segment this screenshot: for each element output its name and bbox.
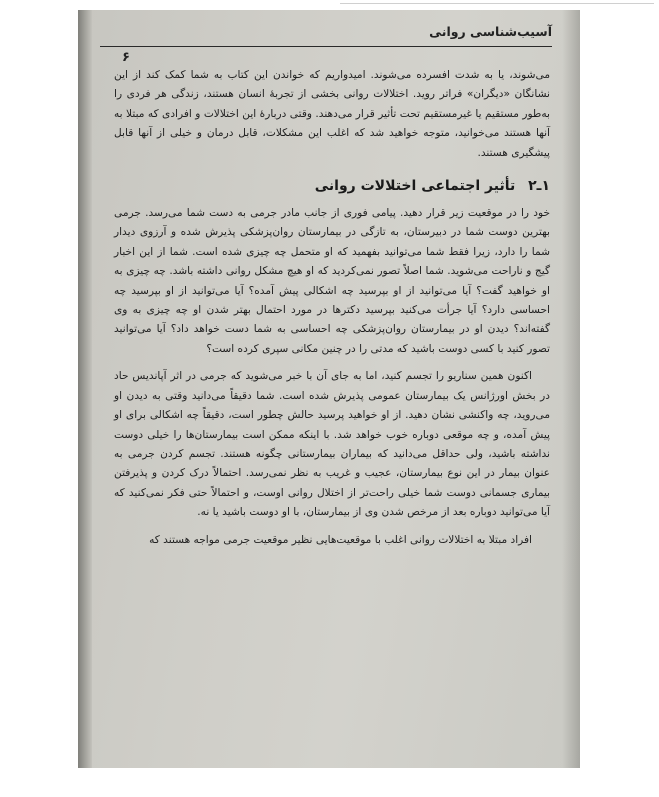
running-header-title: آسیب‌شناسی روانی	[429, 24, 552, 39]
body-paragraph-2: اکنون همین سناریو را تجسم کنید، اما به جای آن با خبر می‌شوید که جرمی در اثر آپاندیس حاد در بخش اورژانس یک بیمارستان عمومی پذیرش شده است. شما دقیقاً می‌دانید وقتی به دیدن او می‌روید، چه واکنشی نشان دهید. از او خواهید پرسید حالش چطور است، دقیقاً چه اشکالی برای او پیش آمده، و چه موقعی دوباره خوب خواهد شد. با اینکه ممکن است بیمارستان‌ها را خیلی دوست نداشته باشید، ولی حداقل می‌دانید که بیماران بیمارستانی چگونه هستند. تجسم کردن جرمی به عنوان بیمار در این نوع بیمارستان، عجیب و غریب به نظر نمی‌رسد. احتمالاً درک کردن و پذیرفتن بیماری جسمانی دوست شما خیلی راحت‌تر از اختلال روانی اوست، و احتمالاً حتی فکر نمی‌کنید که آیا می‌توانید دوباره بعد از مرخص شدن وی از بیمارستان، با او دوست باشید یا نه.	[114, 370, 550, 519]
top-divider-line	[340, 3, 654, 4]
page-edge-shadow	[562, 10, 580, 768]
section-heading	[114, 175, 550, 197]
section-title: تأثیر اجتماعی اختلالات روانی	[314, 178, 516, 195]
intro-paragraph: می‌شوند، یا به شدت افسرده می‌شوند. امیدواریم که خواندن این کتاب به شما کمک کند از این نشانگان «دیگران» فراتر روید. اختلالات روانی بخشی از تجربهٔ انسان هستند، زندگی هر فردی را به‌طور مستقیم یا غیرمستقیم تحت تأثیر قرار می‌دهند. وقتی دربارهٔ این اختلالات و افرادی که مبتلا به آنها هستند می‌خوانید، متوجه خواهید شد که اغلب این مشکلات، قابل درمان و خیلی از آنها قابل پیشگیری هستند.	[114, 69, 550, 159]
book-spine-shadow	[78, 10, 92, 768]
page-body	[114, 66, 550, 550]
body-paragraph-3: افراد مبتلا به اختلالات روانی اغلب با موقعیت‌هایی نظیر موقعیت جرمی مواجه هستند که	[149, 533, 532, 546]
book-page-photo	[78, 10, 580, 768]
page-number: ۶	[122, 50, 130, 65]
body-paragraph-1: خود را در موقعیت زیر قرار دهید. پیامی فوری از جانب مادر جرمی به دست شما می‌رسد. جرمی بهترین دوست شما در دبیرستان، به تازگی در بیمارستان روان‌پزشکی پذیرش شده و آرزوی دیدار شما را دارد، زیرا فقط شما می‌توانید بفهمید که او متحمل چه چیزی شده است. شما از این اخبار گیج و ناراحت می‌شوید. شما اصلاً تصور نمی‌کردید که او هیچ مشکل روانی داشته باشد. چه چیزی به او خواهید گفت؟ آیا می‌توانید از او بپرسید چه اشکالی پیش آمده؟ آیا می‌توانید از او بپرسید چه احساسی دارد؟ آیا جرأت می‌کنید بپرسید دکترها در مورد احتمال بهتر شدن او چه چیزی به وی گفته‌اند؟ دیدن او در بیمارستان روان‌پزشکی چه احساسی به شما دست خواهد داد؟ آیا می‌توانید تصور کنید با کسی دوست باشید که مدتی را در چنین مکانی سپری کرده است؟	[114, 207, 550, 355]
section-number: ۱ـ۲	[528, 178, 550, 195]
running-header	[100, 20, 552, 47]
